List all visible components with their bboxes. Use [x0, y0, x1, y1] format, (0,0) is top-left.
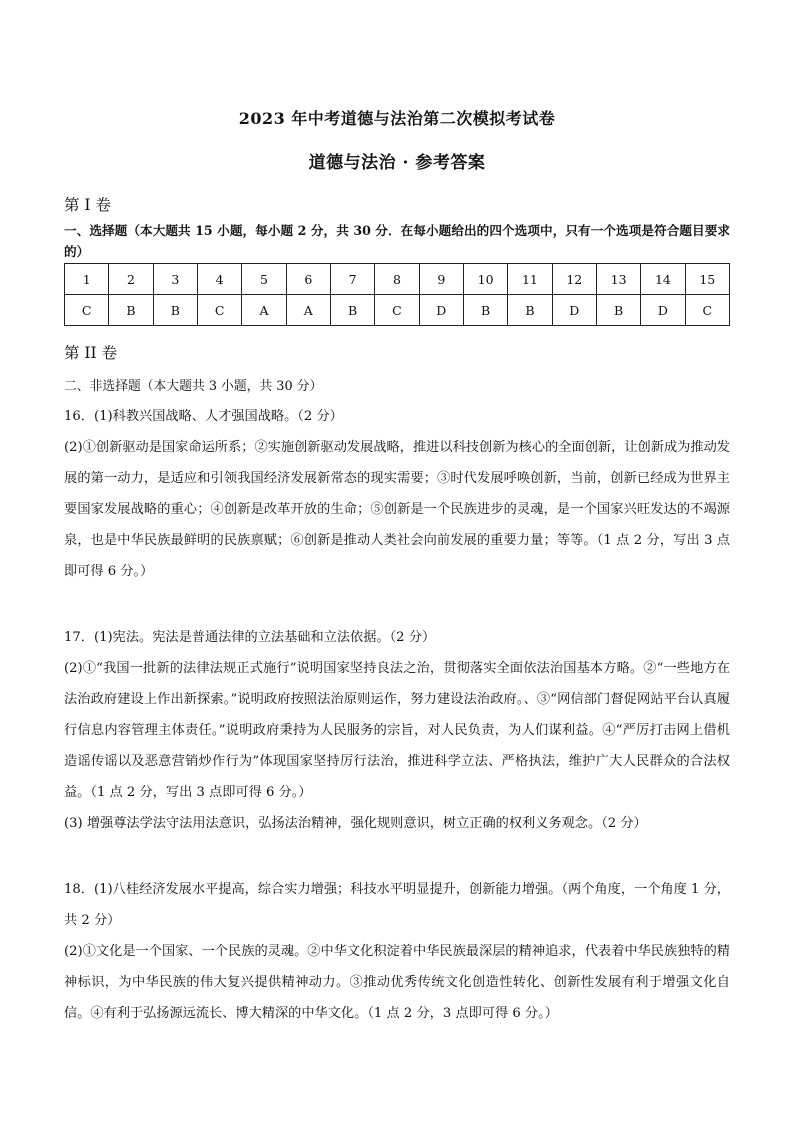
question-number-cell: 10	[463, 264, 507, 295]
question-number-cell: 5	[242, 264, 286, 295]
question-17-part-3: (3) 增强尊法学法守法用法意识，弘扬法治精神，强化规则意识，树立正确的权利义务观念。（2 分）	[64, 816, 647, 831]
part1-intro: 一、选择题（本大题共 15 小题，每小题 2 分，共 30 分．在每小题给出的四个选项中，只有一个选项是符合题目要求的）	[64, 223, 730, 259]
question-number-cell: 7	[330, 264, 374, 295]
answer-cell: D	[552, 295, 596, 326]
question-number-cell: 8	[375, 264, 419, 295]
question-number-cell: 15	[685, 264, 729, 295]
part2-intro: 二、非选择题（本大题共 3 小题，共 30 分）	[64, 379, 323, 394]
question-17-part-2: (2)①“我国一批新的法律法规正式施行”说明国家坚持良法之治，贯彻落实全面依法治国基本方略。②“一些地方在法治政府建设上作出新探索。”说明政府按照法治原则运作，努力建设法治政府。、③“网信部门督促网站平台认真履行信息内容管理主体责任。”说明政府秉持为人民服务的宗旨，对人民负责，为人们谋利益。④“严厉打击网上借机造谣传谣以及恶意营销炒作行为”体现国家坚持厉行法治，推进科学立法、严格执法，维护广大人民群众的合法权益。（1 点 2 分，写出 3 点即可得 6 分。）	[64, 661, 730, 800]
answer-cell: A	[286, 295, 330, 326]
document-title: 2023 年中考道德与法治第二次模拟考试卷	[238, 109, 556, 128]
question-18-part-1: 18．(1)八桂经济发展水平提高，综合实力增强；科技水平明显提升，创新能力增强。（两个角度，一个角度 1 分，共 2 分）	[64, 882, 730, 928]
part1-heading: 第 I 卷	[64, 196, 111, 214]
answer-table-number-row	[65, 264, 730, 295]
part2-heading: 第 II 卷	[64, 344, 118, 362]
answer-cell: C	[375, 295, 419, 326]
question-16-part-1: 16．(1)科教兴国战略、人才强国战略。（2 分）	[64, 409, 343, 424]
answer-table-answer-row	[65, 295, 730, 326]
question-number-cell: 6	[286, 264, 330, 295]
question-16-answer	[64, 401, 730, 587]
question-number-cell: 14	[641, 264, 685, 295]
answer-cell: B	[508, 295, 552, 326]
document-subtitle: 道德与法治 · 参考答案	[308, 153, 486, 173]
question-18-answer	[64, 874, 730, 1029]
answer-cell: D	[641, 295, 685, 326]
answer-cell: B	[153, 295, 197, 326]
answer-cell: C	[197, 295, 241, 326]
answer-cell: B	[463, 295, 507, 326]
answer-cell: B	[596, 295, 640, 326]
question-number-cell: 9	[419, 264, 463, 295]
answer-cell: C	[685, 295, 729, 326]
question-number-cell: 4	[197, 264, 241, 295]
answer-cell: B	[330, 295, 374, 326]
question-18-part-2: (2)①文化是一个国家、一个民族的灵魂。②中华文化积淀着中华民族最深层的精神追求，代表着中华民族独特的精神标识，为中华民族的伟大复兴提供精神动力。③推动优秀传统文化创造性转化、创新性发展有利于增强文化自信。④有利于弘扬源远流长、博大精深的中华文化。（1 点 2 分，3 点即可得 6 分。）	[64, 944, 730, 1021]
question-17-part-1: 17．(1)宪法。宪法是普通法律的立法基础和立法依据。（2 分）	[64, 630, 436, 645]
question-number-cell: 11	[508, 264, 552, 295]
question-number-cell: 1	[65, 264, 109, 295]
question-number-cell: 2	[109, 264, 153, 295]
answer-cell: A	[242, 295, 286, 326]
question-16-part-2: (2)①创新驱动是国家命运所系；②实施创新驱动发展战略，推进以科技创新为核心的全面创新，让创新成为推动发展的第一动力，是适应和引领我国经济发展新常态的现实需要；③时代发展呼唤创新，当前，创新已经成为世界主要国家发展战略的重心；④创新是改革开放的生命；⑤创新是一个民族进步的灵魂，是一个国家兴旺发达的不竭源泉，也是中华民族最鲜明的民族禀赋；⑥创新是推动人类社会向前发展的重要力量；等等。（1 点 2 分，写出 3 点即可得 6 分。）	[64, 440, 730, 579]
answer-cell: B	[109, 295, 153, 326]
answer-cell: D	[419, 295, 463, 326]
answer-table	[64, 263, 730, 326]
answer-cell: C	[65, 295, 109, 326]
question-number-cell: 3	[153, 264, 197, 295]
question-number-cell: 12	[552, 264, 596, 295]
question-number-cell: 13	[596, 264, 640, 295]
question-17-answer	[64, 622, 730, 839]
